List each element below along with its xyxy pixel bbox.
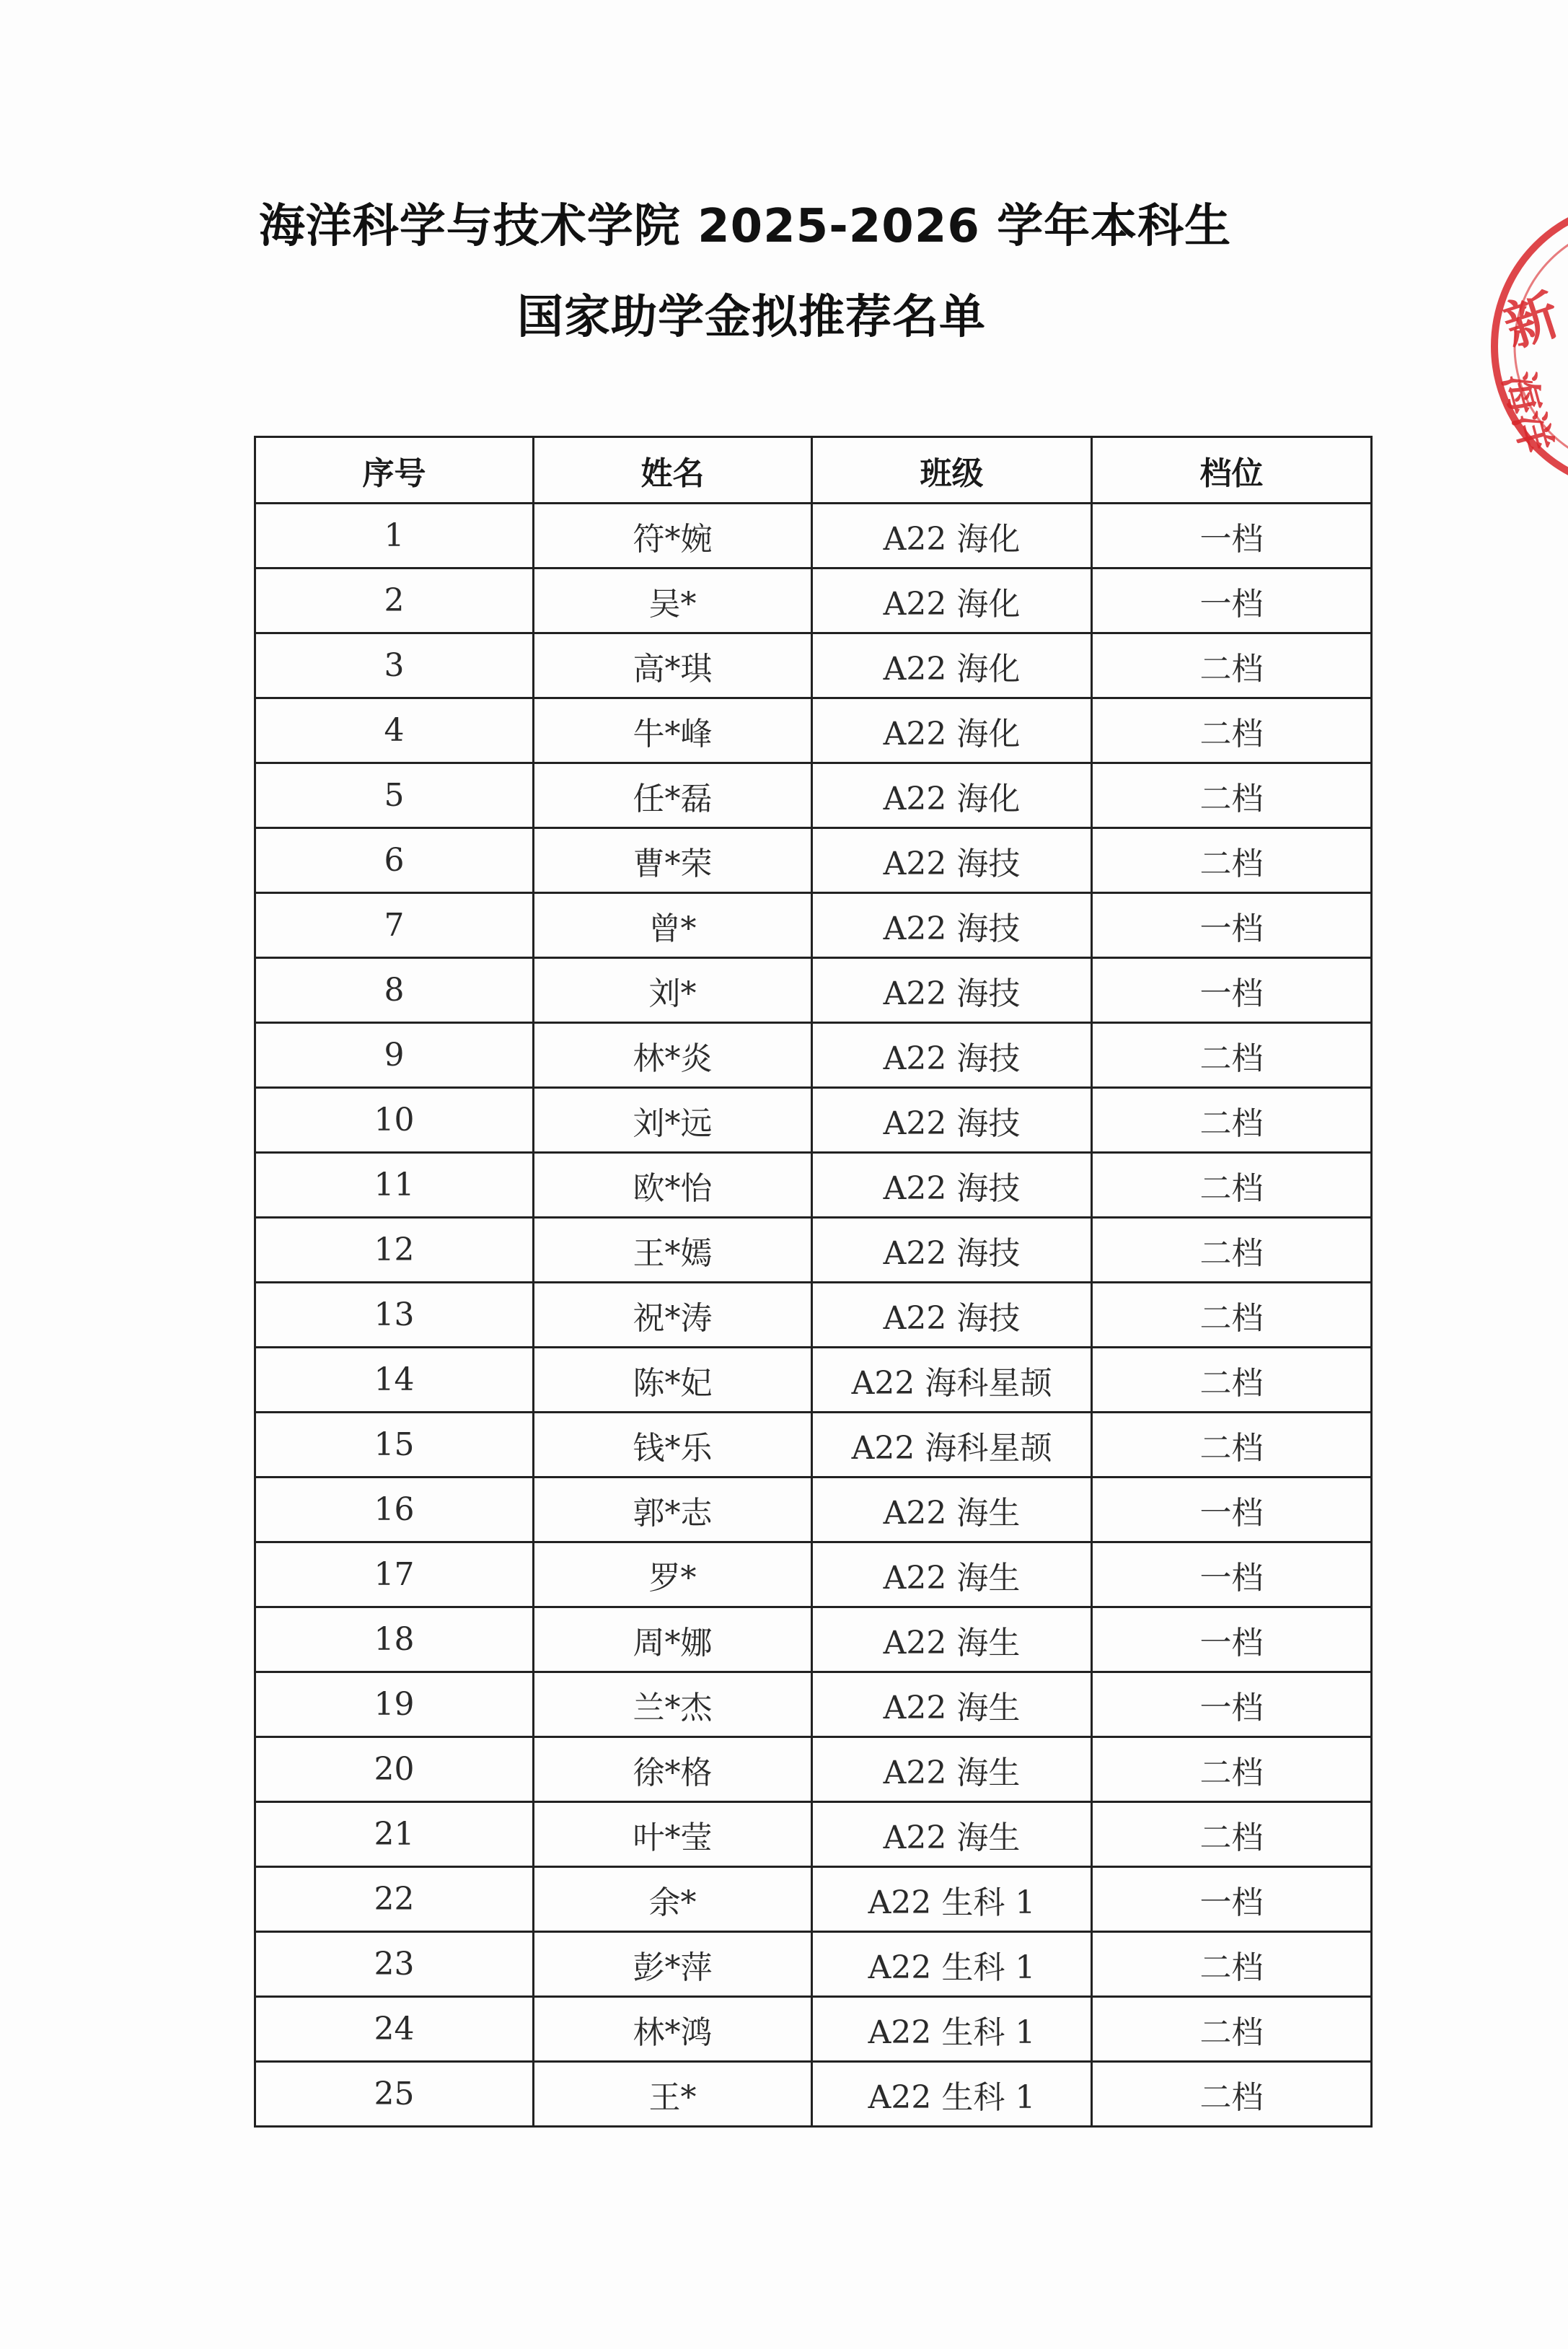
- student-name-cell: 刘*远: [534, 1088, 812, 1153]
- row-index-cell: 20: [255, 1737, 534, 1802]
- recommendation-table: [254, 436, 1373, 2128]
- grant-tier-cell: 一档: [1092, 893, 1372, 958]
- class-name-cell: A22 生科 1: [812, 1932, 1092, 1997]
- row-index-cell: 23: [255, 1932, 534, 1997]
- row-index-cell: 15: [255, 1413, 534, 1478]
- grant-tier-cell: 一档: [1092, 1542, 1372, 1607]
- student-name-cell: 高*琪: [534, 633, 812, 698]
- row-index-cell: 6: [255, 828, 534, 893]
- table-row: [255, 958, 1372, 1023]
- table-row: [255, 1218, 1372, 1283]
- row-index-cell: 9: [255, 1023, 534, 1088]
- grant-tier-cell: 二档: [1092, 1283, 1372, 1348]
- grant-tier-cell: 一档: [1092, 568, 1372, 633]
- table-row: [255, 1088, 1372, 1153]
- student-name-cell: 任*磊: [534, 763, 812, 828]
- grant-tier-cell: 一档: [1092, 1607, 1372, 1672]
- table-row: [255, 568, 1372, 633]
- grant-tier-cell: 二档: [1092, 1348, 1372, 1413]
- grant-tier-cell: 二档: [1092, 1932, 1372, 1997]
- table-row: [255, 1867, 1372, 1932]
- table-row: [255, 1607, 1372, 1672]
- table-row: [255, 698, 1372, 763]
- grant-tier-cell: 二档: [1092, 828, 1372, 893]
- row-index-cell: 19: [255, 1672, 534, 1737]
- student-name-cell: 吴*: [534, 568, 812, 633]
- student-name-cell: 林*炎: [534, 1023, 812, 1088]
- student-name-cell: 曾*: [534, 893, 812, 958]
- grant-tier-cell: 二档: [1092, 1802, 1372, 1867]
- row-index-cell: 18: [255, 1607, 534, 1672]
- student-name-cell: 曹*荣: [534, 828, 812, 893]
- class-name-cell: A22 海技: [812, 828, 1092, 893]
- grant-tier-cell: 二档: [1092, 1413, 1372, 1478]
- class-name-cell: A22 海科星颉: [812, 1413, 1092, 1478]
- student-name-cell: 牛*峰: [534, 698, 812, 763]
- table-row: [255, 1023, 1372, 1088]
- grant-tier-cell: 一档: [1092, 1478, 1372, 1542]
- class-name-cell: A22 海生: [812, 1802, 1092, 1867]
- student-name-cell: 兰*杰: [534, 1672, 812, 1737]
- row-index-cell: 22: [255, 1867, 534, 1932]
- table-row: [255, 828, 1372, 893]
- class-name-cell: A22 海生: [812, 1542, 1092, 1607]
- class-name-cell: A22 海技: [812, 1283, 1092, 1348]
- class-name-cell: A22 海化: [812, 698, 1092, 763]
- student-name-cell: 刘*: [534, 958, 812, 1023]
- table-row: [255, 1737, 1372, 1802]
- header-tier: 档位: [1092, 437, 1372, 504]
- class-name-cell: A22 生科 1: [812, 1997, 1092, 2062]
- student-name-cell: 陈*妃: [534, 1348, 812, 1413]
- row-index-cell: 4: [255, 698, 534, 763]
- row-index-cell: 13: [255, 1283, 534, 1348]
- class-name-cell: A22 海技: [812, 893, 1092, 958]
- table-header-row: [255, 437, 1372, 504]
- row-index-cell: 17: [255, 1542, 534, 1607]
- class-name-cell: A22 海生: [812, 1478, 1092, 1542]
- table-row: [255, 1997, 1372, 2062]
- table-row: [255, 1283, 1372, 1348]
- student-name-cell: 余*: [534, 1867, 812, 1932]
- seal-text-1: 新: [1497, 284, 1567, 359]
- row-index-cell: 25: [255, 2062, 534, 2127]
- grant-tier-cell: 二档: [1092, 698, 1372, 763]
- row-index-cell: 14: [255, 1348, 534, 1413]
- grant-tier-cell: 一档: [1092, 958, 1372, 1023]
- table-body: [255, 504, 1372, 2127]
- row-index-cell: 10: [255, 1088, 534, 1153]
- grant-tier-cell: 一档: [1092, 1672, 1372, 1737]
- student-name-cell: 符*婉: [534, 504, 812, 568]
- row-index-cell: 1: [255, 504, 534, 568]
- student-name-cell: 王*: [534, 2062, 812, 2127]
- class-name-cell: A22 海化: [812, 763, 1092, 828]
- student-name-cell: 罗*: [534, 1542, 812, 1607]
- class-name-cell: A22 海技: [812, 1088, 1092, 1153]
- table-row: [255, 1478, 1372, 1542]
- student-name-cell: 郭*志: [534, 1478, 812, 1542]
- student-name-cell: 彭*萍: [534, 1932, 812, 1997]
- table-row: [255, 633, 1372, 698]
- student-name-cell: 王*嫣: [534, 1218, 812, 1283]
- class-name-cell: A22 海技: [812, 958, 1092, 1023]
- row-index-cell: 2: [255, 568, 534, 633]
- student-name-cell: 周*娜: [534, 1607, 812, 1672]
- document-title-line-2: 国家助学金拟推荐名单: [517, 291, 986, 344]
- row-index-cell: 24: [255, 1997, 534, 2062]
- table-row: [255, 504, 1372, 568]
- header-index: 序号: [255, 437, 534, 504]
- table-row: [255, 1348, 1372, 1413]
- student-name-cell: 徐*格: [534, 1737, 812, 1802]
- grant-tier-cell: 二档: [1092, 1218, 1372, 1283]
- header-name: 姓名: [534, 437, 812, 504]
- row-index-cell: 11: [255, 1153, 534, 1218]
- class-name-cell: A22 海化: [812, 568, 1092, 633]
- student-name-cell: 欧*怡: [534, 1153, 812, 1218]
- grant-tier-cell: 二档: [1092, 2062, 1372, 2127]
- student-name-cell: 钱*乐: [534, 1413, 812, 1478]
- grant-tier-cell: 二档: [1092, 633, 1372, 698]
- student-name-cell: 祝*涛: [534, 1283, 812, 1348]
- table-row: [255, 1153, 1372, 1218]
- grant-tier-cell: 二档: [1092, 1997, 1372, 2062]
- table-row: [255, 2062, 1372, 2127]
- class-name-cell: A22 海化: [812, 633, 1092, 698]
- row-index-cell: 21: [255, 1802, 534, 1867]
- table-row: [255, 1672, 1372, 1737]
- class-name-cell: A22 海化: [812, 504, 1092, 568]
- grant-tier-cell: 一档: [1092, 1867, 1372, 1932]
- student-name-cell: 叶*莹: [534, 1802, 812, 1867]
- header-class: 班级: [812, 437, 1092, 504]
- row-index-cell: 12: [255, 1218, 534, 1283]
- grant-tier-cell: 二档: [1092, 1023, 1372, 1088]
- row-index-cell: 3: [255, 633, 534, 698]
- class-name-cell: A22 海生: [812, 1737, 1092, 1802]
- table-row: [255, 1932, 1372, 1997]
- class-name-cell: A22 海生: [812, 1672, 1092, 1737]
- student-name-cell: 林*鸿: [534, 1997, 812, 2062]
- row-index-cell: 8: [255, 958, 534, 1023]
- class-name-cell: A22 海科星颉: [812, 1348, 1092, 1413]
- table-row: [255, 893, 1372, 958]
- grant-tier-cell: 二档: [1092, 1088, 1372, 1153]
- row-index-cell: 7: [255, 893, 534, 958]
- row-index-cell: 16: [255, 1478, 534, 1542]
- row-index-cell: 5: [255, 763, 534, 828]
- table-row: [255, 1413, 1372, 1478]
- table-row: [255, 1802, 1372, 1867]
- grant-tier-cell: 二档: [1092, 1737, 1372, 1802]
- class-name-cell: A22 生科 1: [812, 2062, 1092, 2127]
- class-name-cell: A22 海生: [812, 1607, 1092, 1672]
- class-name-cell: A22 海技: [812, 1218, 1092, 1283]
- class-name-cell: A22 海技: [812, 1023, 1092, 1088]
- table-row: [255, 1542, 1372, 1607]
- grant-tier-cell: 二档: [1092, 1153, 1372, 1218]
- grant-tier-cell: 一档: [1092, 504, 1372, 568]
- document-title-line-1: 海洋科学与技术学院 2025-2026 学年本科生: [258, 200, 1232, 253]
- seal-text-2: 海洋: [1493, 367, 1560, 458]
- class-name-cell: A22 生科 1: [812, 1867, 1092, 1932]
- grant-tier-cell: 二档: [1092, 763, 1372, 828]
- table-row: [255, 763, 1372, 828]
- class-name-cell: A22 海技: [812, 1153, 1092, 1218]
